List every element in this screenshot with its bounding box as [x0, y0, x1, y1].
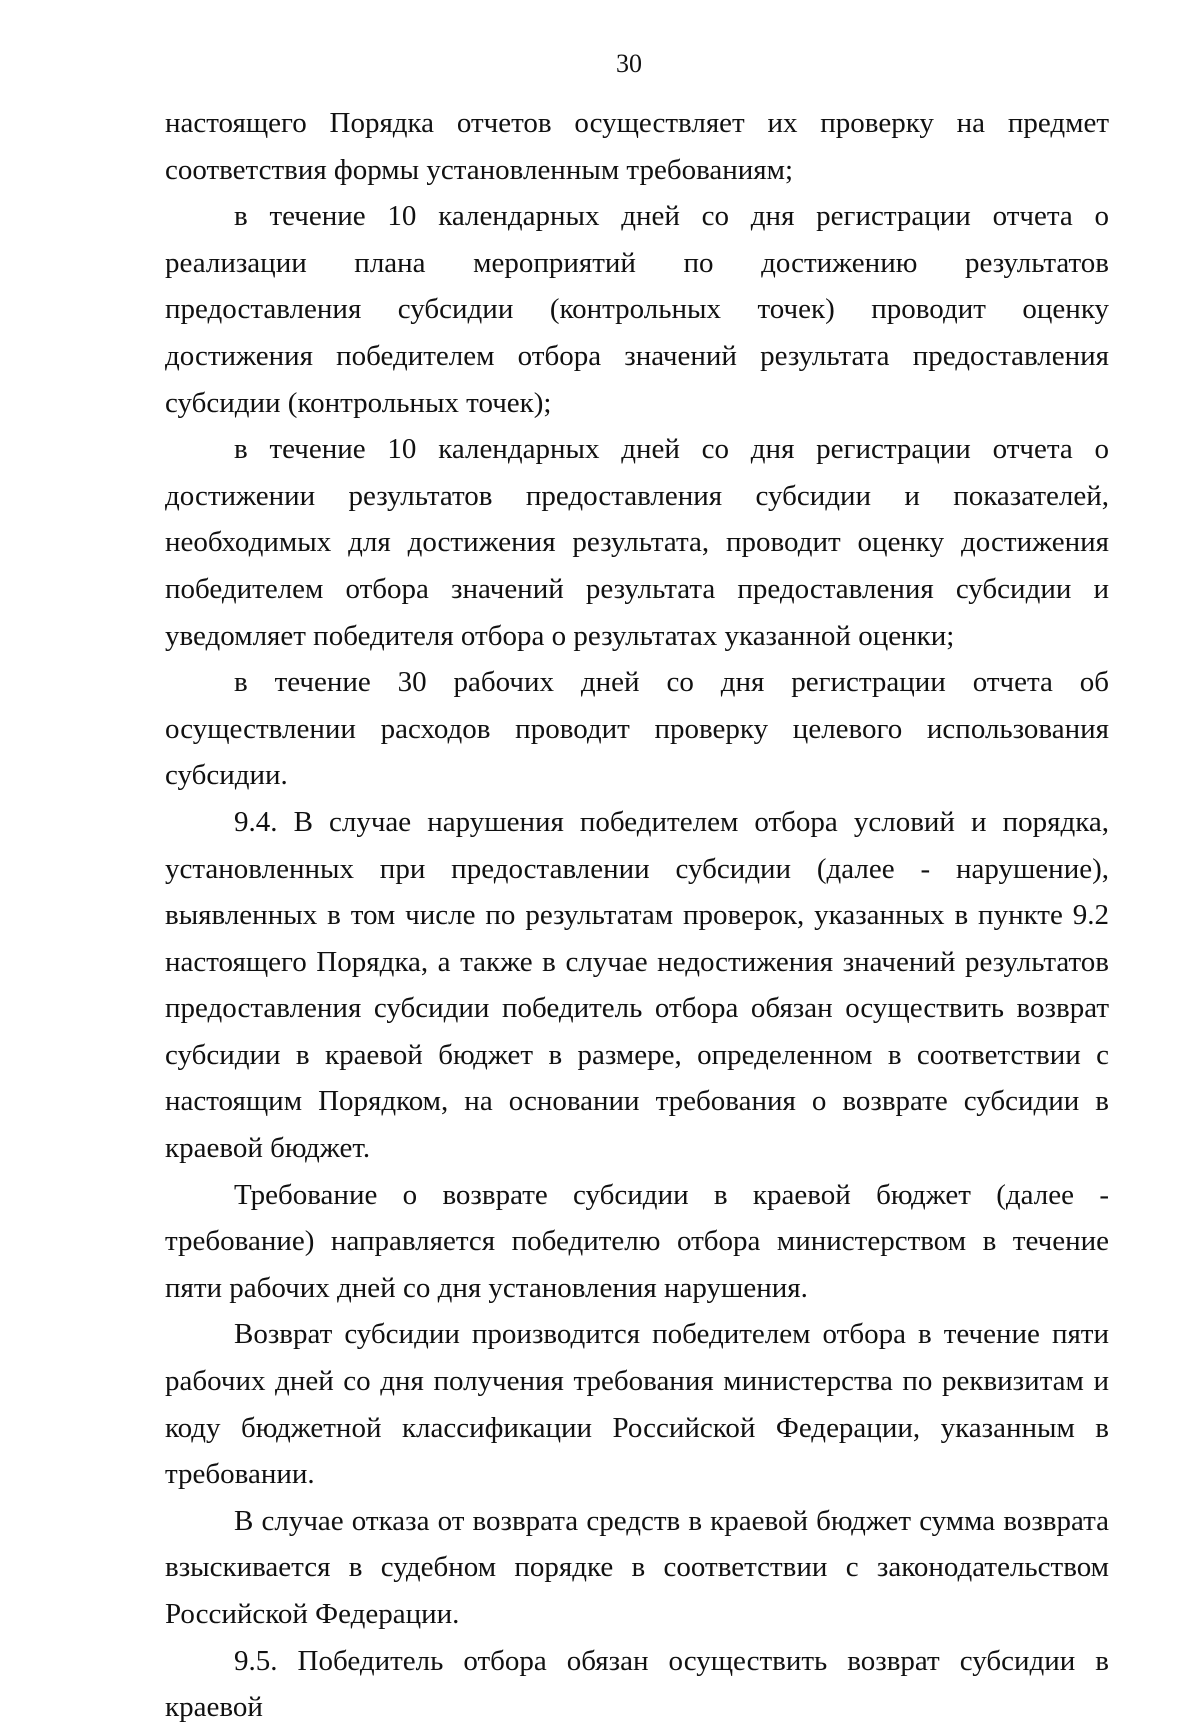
document-body [165, 100, 1109, 1731]
paragraph-3: в течение 10 календарных дней со дня регистрации отчета о достижении результатов предоставления субсидии и показателей, необходимых для достижения результата, проводит оценку достижения победителем отбора значений результата предоставления субсидии и уведомляет победителя отбора о результатах указанной оценки; [165, 433, 1109, 652]
paragraph-9-4: 9.4. В случае нарушения победителем отбора условий и порядка, установленных при предоставлении субсидии (далее - нарушение), выявленных в том числе по результатам проверок, указанных в пункте 9.2 настоящего Порядка, а также в случае недостижения значений результатов предоставления субсидии победитель отбора обязан осуществить возврат субсидии в краевой бюджет в размере, определенном в соответствии с настоящим Порядком, на основании требования о возврате субсидии в краевой бюджет. [165, 805, 1109, 1165]
paragraph-1: настоящего Порядка отчетов осуществляет их проверку на предмет соответствия формы установленным требованиям; [165, 107, 1109, 186]
paragraph-requirement: Требование о возврате субсидии в краевой бюджет (далее - требование) направляется победителю отбора министерством в течение пяти рабочих дней со дня установления нарушения. [165, 1178, 1109, 1304]
paragraph-9-5: 9.5. Победитель отбора обязан осуществить возврат субсидии в краевой [165, 1644, 1109, 1724]
paragraph-2: в течение 10 календарных дней со дня регистрации отчета о реализации плана мероприятий по достижению результатов предоставления субсидии (контрольных точек) проводит оценку достижения победителем отбора значений результата предоставления субсидии (контрольных точек); [165, 200, 1109, 419]
paragraph-return: Возврат субсидии производится победителем отбора в течение пяти рабочих дней со дня получения требования министерства по реквизитам и коду бюджетной классификации Российской Федерации, указанным в требовании. [165, 1318, 1109, 1491]
paragraph-refusal: В случае отказа от возврата средств в краевой бюджет сумма возврата взыскивается в судебном порядке в соответствии с законодательством Российской Федерации. [165, 1504, 1109, 1630]
page-number: 30 [616, 49, 642, 78]
paragraph-4: в течение 30 рабочих дней со дня регистрации отчета об осуществлении расходов проводит проверку целевого использования субсидии. [165, 666, 1109, 792]
